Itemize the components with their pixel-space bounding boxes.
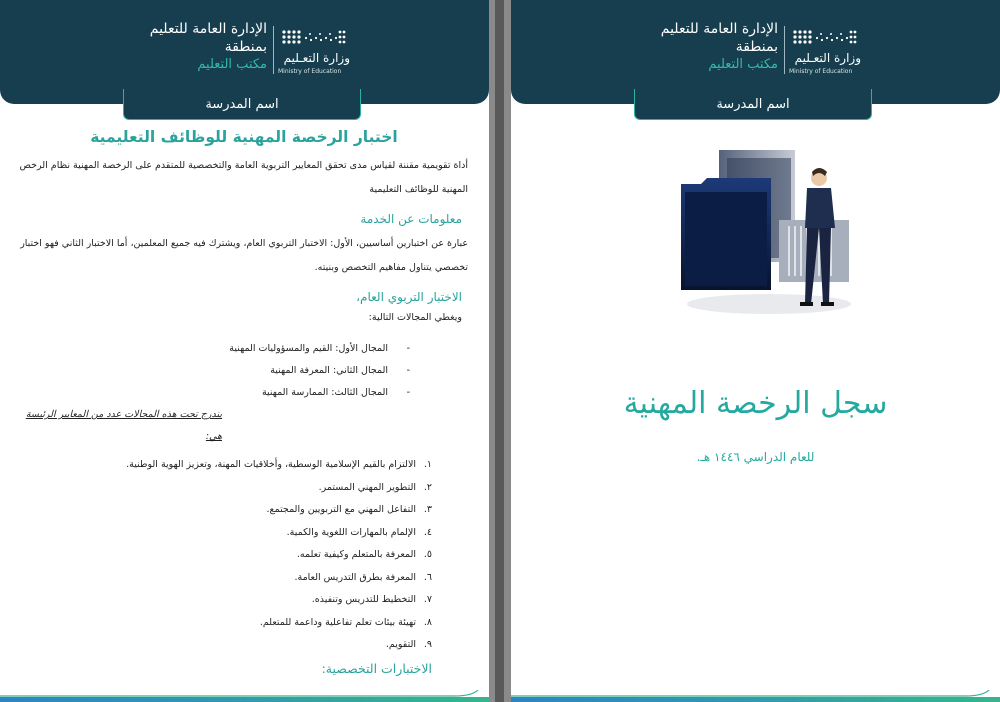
list-item: - المجال الثاني: المعرفة المهنية [18, 360, 410, 382]
exam-title: اختبار الرخصة المهنية للوظائف التعليمية [90, 128, 398, 146]
header-office: مكتب التعليم [197, 57, 267, 72]
academic-year: للعام الدراسي ١٤٤٦ هـ. [696, 450, 815, 464]
header-text [661, 20, 778, 74]
list-item [18, 454, 432, 477]
service-text: عبارة عن اختبارين أساسيين، الأول: الاختبار التربوي العام، ويشترك فيه جميع المعلمين، أما الاختبار الثاني فهو اختبار تخصصي يتناول مفاهيم التخصص وبنيته. [20, 238, 468, 273]
list-text: المعرفة بطرق التدريس العامة. [294, 571, 416, 583]
list-item [18, 612, 432, 635]
list-item [18, 589, 432, 612]
list-item [18, 544, 432, 567]
list-item [18, 567, 432, 590]
logo-arabic-text: وزارة التعـليم [283, 51, 350, 65]
list-number: ٩. [423, 639, 432, 650]
list-number: ٥. [423, 549, 432, 560]
list-text: تهيئة بيئات تعلم تفاعلية وداعمة للمتعلم. [259, 616, 416, 628]
service-heading: معلومات عن الخدمة [360, 212, 462, 226]
standards-list [18, 454, 470, 657]
school-name-tab: اسم المدرسة [123, 89, 361, 120]
header-directorate: الإدارة العامة للتعليم [660, 21, 778, 37]
footer-wave-icon [511, 690, 1000, 702]
logo-dots-icon [280, 28, 348, 50]
list-number: ٨. [423, 616, 432, 628]
list-number: ٢. [423, 481, 432, 493]
list-text: المعرفة بالمتعلم وكيفية تعلمه. [296, 549, 416, 560]
left-content [18, 124, 470, 676]
ministry-logo [278, 28, 358, 80]
list-item [18, 477, 432, 500]
footer-wave-icon [0, 690, 489, 702]
list-text: التفاعل المهني مع التربويين والمجتمع. [266, 504, 416, 515]
header-text [150, 20, 267, 74]
header-directorate: الإدارة العامة للتعليم [149, 21, 267, 37]
list-number: ٦. [423, 571, 432, 583]
standards-note: يندرج تحت هذه المجالات عدد من المعايير الرئيسة هي: [25, 409, 222, 442]
exam-intro: أداة تقويمية مقننة لقياس مدى تحقق المعايير التربوية العامة والتخصصية للمتقدم على الرخصة المهنية نظام الرخص المهنية للوظائف التعليمية [19, 160, 468, 195]
list-text: الالتزام بالقيم الإسلامية الوسطية، وأخلاقيات المهنة، وتعزيز الهوية الوطنية. [126, 459, 416, 470]
logo-english-text: Ministry of Education [278, 68, 342, 75]
list-number: ٤. [423, 526, 432, 538]
list-text: الإلمام بالمهارات اللغوية والكمية. [286, 526, 416, 538]
covers-text: ويغطي المجالات التالية: [368, 312, 462, 323]
school-name-tab: اسم المدرسة [634, 89, 872, 120]
logo-arabic-text: وزارة التعـليم [794, 51, 861, 65]
record-title: سجل الرخصة المهنية [623, 386, 888, 421]
list-text: التخطيط للتدريس وتنفيذه. [311, 594, 416, 605]
list-item: - المجال الأول: القيم والمسؤوليات المهنية [18, 338, 410, 360]
list-item [18, 499, 432, 522]
list-number: ١. [423, 459, 432, 470]
page-left [0, 0, 489, 702]
domains-list [18, 338, 470, 404]
page-right [511, 0, 1000, 702]
header-region: بمنطقة [224, 39, 267, 55]
logo-dots-icon [791, 28, 859, 50]
ministry-logo [789, 28, 869, 80]
general-exam-heading: الاختبار التربوي العام، [356, 290, 462, 304]
list-number: ٣. [423, 504, 432, 515]
specialized-heading: الاختبارات التخصصية: [321, 660, 432, 676]
logo-english-text: Ministry of Education [789, 68, 853, 75]
header-divider [784, 26, 785, 74]
header-region: بمنطقة [735, 39, 778, 55]
list-number: ٧. [423, 594, 432, 605]
page-gutter [489, 0, 511, 702]
header-office: مكتب التعليم [708, 57, 778, 72]
list-item [18, 634, 432, 657]
list-item: - المجال الثالث: الممارسة المهنية [18, 382, 410, 404]
list-text: التطوير المهني المستمر. [318, 481, 416, 493]
header-divider [273, 26, 274, 74]
folder-illustration-icon [679, 148, 851, 316]
list-item [18, 522, 432, 545]
list-text: التقويم. [385, 639, 416, 650]
